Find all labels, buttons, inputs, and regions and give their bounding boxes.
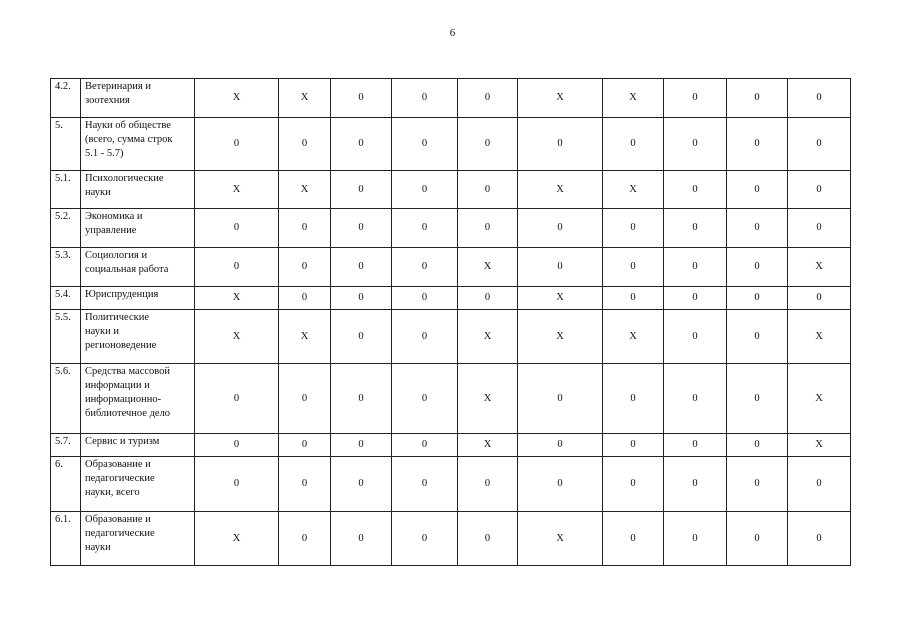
table-cell: 0 [788, 171, 851, 209]
table-cell: 0 [727, 287, 788, 310]
table-cell: 0 [603, 364, 664, 434]
table-cell: 0 [279, 287, 331, 310]
table-cell: 0 [392, 79, 458, 118]
table-row [51, 171, 851, 209]
table-cell: 0 [603, 248, 664, 287]
table-row [51, 248, 851, 287]
table-cell: 0 [727, 434, 788, 457]
table-cell: 0 [195, 248, 279, 287]
table-cell: 0 [664, 457, 727, 512]
table-cell: X [195, 79, 279, 118]
table-cell: 0 [788, 118, 851, 171]
table-cell: 0 [195, 209, 279, 248]
table-cell: 0 [458, 79, 518, 118]
table-cell: 0 [331, 118, 392, 171]
table-cell: X [195, 512, 279, 566]
table-cell: X [788, 364, 851, 434]
row-number: 6. [51, 457, 81, 512]
table-cell: 0 [195, 118, 279, 171]
row-number: 5.3. [51, 248, 81, 287]
row-number: 6.1. [51, 512, 81, 566]
table-cell: 0 [331, 248, 392, 287]
table-cell: 0 [279, 457, 331, 512]
row-number: 5.1. [51, 171, 81, 209]
table-cell: 0 [392, 310, 458, 364]
table-cell: X [279, 310, 331, 364]
table-cell: X [458, 310, 518, 364]
table-cell: 0 [392, 248, 458, 287]
table-cell: 0 [195, 434, 279, 457]
row-label: Юриспруденция [81, 287, 195, 310]
row-label: Экономика и управление [81, 209, 195, 248]
table-cell: 0 [331, 171, 392, 209]
table-cell: 0 [664, 310, 727, 364]
table-cell: 0 [458, 171, 518, 209]
table-cell: 0 [788, 209, 851, 248]
table-cell: X [603, 310, 664, 364]
table-cell: 0 [788, 457, 851, 512]
table-cell: 0 [392, 457, 458, 512]
table-cell: 0 [458, 209, 518, 248]
table-cell: 0 [392, 209, 458, 248]
table-cell: 0 [664, 248, 727, 287]
table-row [51, 79, 851, 118]
table-cell: 0 [458, 118, 518, 171]
table-row [51, 209, 851, 248]
row-label: Политические науки и регионоведение [81, 310, 195, 364]
row-label: Образование и педагогические науки [81, 512, 195, 566]
table-cell: 0 [727, 457, 788, 512]
table-cell: X [518, 310, 603, 364]
page-number: 6 [449, 27, 456, 39]
table-cell: 0 [788, 287, 851, 310]
table-cell: 0 [603, 287, 664, 310]
table-cell: X [518, 79, 603, 118]
table-cell: 0 [727, 512, 788, 566]
table-cell: 0 [518, 118, 603, 171]
table-cell: 0 [392, 364, 458, 434]
table-cell: X [518, 287, 603, 310]
table-cell: 0 [788, 79, 851, 118]
table-cell: 0 [727, 248, 788, 287]
table-cell: X [458, 248, 518, 287]
table-cell: 0 [664, 512, 727, 566]
table-cell: 0 [727, 118, 788, 171]
table-row [51, 364, 851, 434]
table-cell: X [518, 512, 603, 566]
table-cell: X [603, 171, 664, 209]
table-cell: 0 [458, 512, 518, 566]
table-cell: 0 [664, 171, 727, 209]
table-body [51, 79, 851, 566]
table-cell: 0 [392, 434, 458, 457]
table-cell: 0 [664, 79, 727, 118]
table-cell: X [195, 310, 279, 364]
table-row [51, 434, 851, 457]
row-number: 4.2. [51, 79, 81, 118]
table-cell: 0 [664, 287, 727, 310]
table-cell: 0 [331, 287, 392, 310]
data-table [50, 78, 851, 566]
table-cell: 0 [603, 512, 664, 566]
table-cell: X [518, 171, 603, 209]
row-label: Сервис и туризм [81, 434, 195, 457]
table-cell: 0 [727, 364, 788, 434]
table-cell: X [788, 310, 851, 364]
row-label: Психологические науки [81, 171, 195, 209]
table-cell: 0 [603, 434, 664, 457]
table-cell: 0 [518, 364, 603, 434]
table-cell: X [788, 434, 851, 457]
table-cell: 0 [727, 209, 788, 248]
table-cell: X [279, 79, 331, 118]
table-cell: 0 [279, 434, 331, 457]
table-cell: 0 [603, 209, 664, 248]
table-cell: 0 [603, 118, 664, 171]
table-cell: X [195, 287, 279, 310]
table-row [51, 118, 851, 171]
table-cell: X [195, 171, 279, 209]
row-number: 5.7. [51, 434, 81, 457]
row-number: 5.5. [51, 310, 81, 364]
table-cell: 0 [392, 171, 458, 209]
table-cell: 0 [279, 248, 331, 287]
table-cell: 0 [331, 310, 392, 364]
table-cell: 0 [727, 310, 788, 364]
table-cell: 0 [458, 457, 518, 512]
row-number: 5.4. [51, 287, 81, 310]
table-cell: 0 [518, 457, 603, 512]
table-cell: 0 [331, 79, 392, 118]
table-row [51, 287, 851, 310]
table-cell: 0 [331, 512, 392, 566]
table-cell: 0 [392, 512, 458, 566]
table-cell: X [788, 248, 851, 287]
table-cell: 0 [279, 209, 331, 248]
table-cell: 0 [727, 171, 788, 209]
table-cell: X [458, 364, 518, 434]
table-cell: X [279, 171, 331, 209]
table-cell: 0 [331, 457, 392, 512]
table-row [51, 512, 851, 566]
table-cell: X [603, 79, 664, 118]
table-cell: 0 [279, 512, 331, 566]
row-label: Средства массовой информации и информационно- библиотечное дело [81, 364, 195, 434]
table-cell: X [458, 434, 518, 457]
row-number: 5. [51, 118, 81, 171]
table-cell: 0 [331, 364, 392, 434]
table-cell: 0 [664, 434, 727, 457]
table-cell: 0 [331, 209, 392, 248]
table-cell: 0 [664, 209, 727, 248]
row-label: Науки об обществе (всего, сумма строк 5.1 - 5.7) [81, 118, 195, 171]
table-cell: 0 [603, 457, 664, 512]
row-label: Ветеринария и зоотехния [81, 79, 195, 118]
row-label: Социология и социальная работа [81, 248, 195, 287]
table-cell: 0 [518, 248, 603, 287]
table-cell: 0 [518, 434, 603, 457]
table-cell: 0 [727, 79, 788, 118]
table-row [51, 310, 851, 364]
table-cell: 0 [664, 364, 727, 434]
table-cell: 0 [392, 118, 458, 171]
table-cell: 0 [664, 118, 727, 171]
table-cell: 0 [458, 287, 518, 310]
row-number: 5.6. [51, 364, 81, 434]
table-row [51, 457, 851, 512]
row-label: Образование и педагогические науки, всего [81, 457, 195, 512]
table-cell: 0 [195, 364, 279, 434]
table-cell: 0 [518, 209, 603, 248]
table-cell: 0 [279, 118, 331, 171]
row-number: 5.2. [51, 209, 81, 248]
table-cell: 0 [279, 364, 331, 434]
table-cell: 0 [195, 457, 279, 512]
table-cell: 0 [331, 434, 392, 457]
table-cell: 0 [788, 512, 851, 566]
table-cell: 0 [392, 287, 458, 310]
